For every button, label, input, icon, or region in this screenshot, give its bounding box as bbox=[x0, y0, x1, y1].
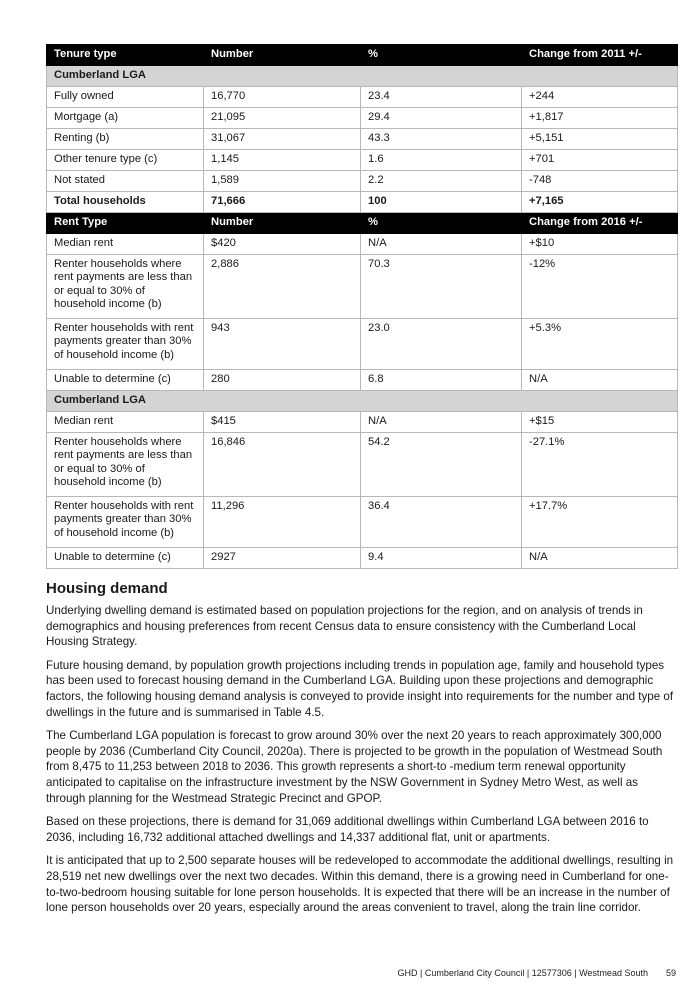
table-cell: Median rent bbox=[47, 234, 204, 255]
table-cell: -748 bbox=[522, 171, 678, 192]
table-cell: +17.7% bbox=[522, 497, 678, 548]
table-row bbox=[47, 370, 678, 391]
table-cell: +5,151 bbox=[522, 129, 678, 150]
table-cell: 11,296 bbox=[204, 497, 361, 548]
table-cell: Mortgage (a) bbox=[47, 108, 204, 129]
table-header-row bbox=[47, 213, 678, 234]
table-cell: 2,886 bbox=[204, 255, 361, 319]
table-cell: +$10 bbox=[522, 234, 678, 255]
page-footer bbox=[398, 968, 677, 978]
table-cell: Fully owned bbox=[47, 87, 204, 108]
table-cell: 31,067 bbox=[204, 129, 361, 150]
column-header: Change from 2011 +/- bbox=[522, 45, 678, 66]
table-row bbox=[47, 108, 678, 129]
page-number: 59 bbox=[665, 968, 676, 978]
table-cell: Renter households where rent payments are less than or equal to 30% of household income (b) bbox=[47, 255, 204, 319]
table-cell: 1,145 bbox=[204, 150, 361, 171]
table-row bbox=[47, 87, 678, 108]
table-cell: +7,165 bbox=[522, 192, 678, 213]
table-cell: Renter households with rent payments greater than 30% of household income (b) bbox=[47, 497, 204, 548]
section-heading: Housing demand bbox=[46, 580, 168, 597]
table-cell: 1,589 bbox=[204, 171, 361, 192]
table-cell: 943 bbox=[204, 319, 361, 370]
section-label: Cumberland LGA bbox=[47, 391, 678, 412]
table-cell: 70.3 bbox=[361, 255, 522, 319]
table-cell: 6.8 bbox=[361, 370, 522, 391]
paragraph: It is anticipated that up to 2,500 separate houses will be redeveloped to accommodate the additional dwellings, resulting in 28,519 net new dwellings over the next two decades. Within this demand, there is a growing need in Cumberland for one-to-two-bedroom housing suitable for lone person households. It is expected that there will be an increase in the number of lone person households over 20 years, especially around the areas convenient to travel, along the train line corridor. bbox=[46, 854, 674, 915]
column-header: Number bbox=[204, 45, 361, 66]
table-row bbox=[47, 319, 678, 370]
table-cell: N/A bbox=[361, 412, 522, 433]
table-cell: 43.3 bbox=[361, 129, 522, 150]
table-cell: +701 bbox=[522, 150, 678, 171]
table-row bbox=[47, 171, 678, 192]
table-row bbox=[47, 129, 678, 150]
table-cell: +$15 bbox=[522, 412, 678, 433]
section-row bbox=[47, 66, 678, 87]
table-cell: +5.3% bbox=[522, 319, 678, 370]
table-row bbox=[47, 255, 678, 319]
table-row bbox=[47, 497, 678, 548]
column-header: % bbox=[361, 45, 522, 66]
table-cell: $415 bbox=[204, 412, 361, 433]
table-cell: N/A bbox=[361, 234, 522, 255]
table-cell: 9.4 bbox=[361, 548, 522, 569]
total-row bbox=[47, 192, 678, 213]
table-row bbox=[47, 234, 678, 255]
footer-text: GHD | Cumberland City Council | 12577306 | Westmead South bbox=[397, 968, 648, 978]
table-cell: 71,666 bbox=[204, 192, 361, 213]
table-cell: 23.4 bbox=[361, 87, 522, 108]
table-cell: +244 bbox=[522, 87, 678, 108]
table-cell: 21,095 bbox=[204, 108, 361, 129]
table-cell: 16,846 bbox=[204, 433, 361, 497]
column-header: Tenure type bbox=[47, 45, 204, 66]
housing-tenure-rent-table bbox=[46, 44, 678, 569]
table-cell: 1.6 bbox=[361, 150, 522, 171]
table-header-row bbox=[47, 45, 678, 66]
document-page bbox=[46, 44, 677, 924]
table-row bbox=[47, 548, 678, 569]
table-cell: 23.0 bbox=[361, 319, 522, 370]
paragraph: The Cumberland LGA population is forecast to grow around 30% over the next 20 years to reach approximately 300,000 people by 2036 (Cumberland City Council, 2020a). There is projected to be growth in the population of Westmead South from 8,475 to 11,253 between 2018 to 2036. This growth represents a short-to -medium term renewal opportunity anticipated to capitalise on the infrastructure investment by the NSW Government in Sydney Metro West, as well as through planning for the Westmead Strategic Precinct and GPOP. bbox=[46, 729, 663, 805]
paragraph: Future housing demand, by population growth projections including trends in population age, family and household types has been used to forecast housing demand in the Cumberland LGA. Building upon these projections and demographic factors, the following housing demand analysis is conveyed to provide insight into requirements for the number and type of dwellings in the future and is summarised in Table 4.5. bbox=[46, 658, 674, 719]
table-cell: Renter households with rent payments greater than 30% of household income (b) bbox=[47, 319, 204, 370]
table-cell: -27.1% bbox=[522, 433, 678, 497]
table-cell: 2.2 bbox=[361, 171, 522, 192]
table-cell: -12% bbox=[522, 255, 678, 319]
section-label: Cumberland LGA bbox=[47, 66, 678, 87]
table-row bbox=[47, 412, 678, 433]
section-row bbox=[47, 391, 678, 412]
table-cell: N/A bbox=[522, 548, 678, 569]
table-cell: Unable to determine (c) bbox=[47, 548, 204, 569]
table-cell: 36.4 bbox=[361, 497, 522, 548]
table-cell: 2927 bbox=[204, 548, 361, 569]
table-cell: N/A bbox=[522, 370, 678, 391]
table-cell: 54.2 bbox=[361, 433, 522, 497]
column-header: Number bbox=[204, 213, 361, 234]
paragraph: Based on these projections, there is demand for 31,069 additional dwellings within Cumberland LGA between 2016 to 2036, including 16,732 additional attached dwellings and 14,337 additional flat, unit or apartments. bbox=[46, 815, 649, 844]
table-cell: Unable to determine (c) bbox=[47, 370, 204, 391]
table-row bbox=[47, 150, 678, 171]
table-cell: 16,770 bbox=[204, 87, 361, 108]
column-header: Change from 2016 +/- bbox=[522, 213, 678, 234]
table-cell: Median rent bbox=[47, 412, 204, 433]
table-cell: +1,817 bbox=[522, 108, 678, 129]
column-header: % bbox=[361, 213, 522, 234]
table-cell: Renter households where rent payments are less than or equal to 30% of household income (b) bbox=[47, 433, 204, 497]
table-cell: $420 bbox=[204, 234, 361, 255]
table-cell: 100 bbox=[361, 192, 522, 213]
table-cell: 29.4 bbox=[361, 108, 522, 129]
table-cell: 280 bbox=[204, 370, 361, 391]
table-cell: Renting (b) bbox=[47, 129, 204, 150]
paragraph: Underlying dwelling demand is estimated based on population projections for the region, and on analysis of trends in demographics and housing preferences from recent Census data to ensure consistency with the Cumberland Local Housing Strategy. bbox=[46, 604, 643, 649]
table-cell: Not stated bbox=[47, 171, 204, 192]
column-header: Rent Type bbox=[47, 213, 204, 234]
table-cell: Total households bbox=[47, 192, 204, 213]
table-cell: Other tenure type (c) bbox=[47, 150, 204, 171]
table-row bbox=[47, 433, 678, 497]
